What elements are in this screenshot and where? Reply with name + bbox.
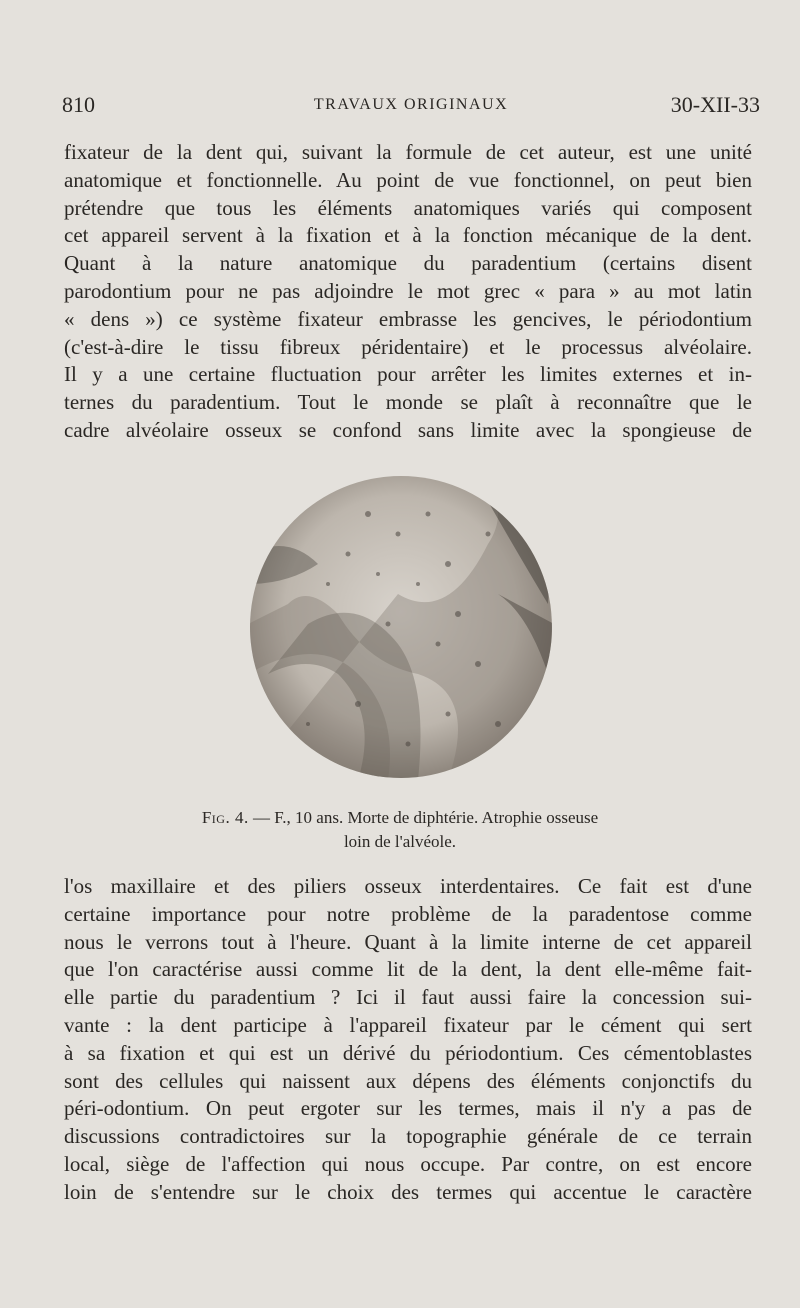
- text-line: anatomique et fonctionnelle. Au point de vue fonctionnel, on peut bien: [64, 167, 752, 192]
- text-line: l'os maxillaire et des piliers osseux interdentaires. Ce fait est d'une: [64, 874, 752, 898]
- text-line: « dens ») ce système fixateur embrasse les gencives, le périodontium: [64, 306, 752, 331]
- page-number: 810: [62, 92, 95, 117]
- text-line: elle partie du paradentium ? Ici il faut aussi faire la concession sui-: [64, 985, 752, 1010]
- figure-label: Fig. 4.: [201, 808, 249, 827]
- text-line: parodontium pour ne pas adjoindre le mot grec « para » au mot latin: [64, 278, 752, 303]
- text-line: à sa fixation et qui est un dérivé du périodontium. Ces cémentoblastes: [64, 1040, 752, 1065]
- caption-line: loin de l'alvéole.: [343, 832, 457, 851]
- text-line: sont des cellules qui naissent aux dépens des éléments conjonctifs du: [64, 1068, 752, 1093]
- text-line: péri-odontium. On peut ergoter sur les termes, mais il n'y a pas de: [64, 1096, 752, 1121]
- caption-line: [120, 806, 680, 830]
- body-text-top: [64, 139, 752, 445]
- running-title: TRAVAUX ORIGINAUX: [313, 96, 509, 113]
- text-line: certaine importance pour notre problème de la paradentose comme: [64, 901, 752, 926]
- text-line: ternes du paradentium. Tout le monde se plaît à reconnaître que le: [64, 390, 752, 415]
- running-head: [62, 92, 760, 122]
- text-line: vante : la dent participe à l'appareil fixateur par le cément qui sert: [64, 1012, 752, 1037]
- text-line: (c'est-à-dire le tissu fibreux péridentaire) et le processus alvéolaire.: [64, 334, 752, 359]
- text-line: local, siège de l'affection qui nous occupe. Par contre, on est encore: [64, 1151, 752, 1176]
- text-line: que l'on caractérise aussi comme lit de la dent, la dent elle-même fait-: [64, 957, 752, 982]
- text-line: Quant à la nature anatomique du paradentium (certains disent: [64, 251, 752, 276]
- text-line: discussions contradictoires sur la topographie générale de ce terrain: [64, 1124, 752, 1149]
- text-line: cadre alvéolaire osseux se confond sans limite avec la spongieuse de: [64, 417, 752, 442]
- text-line: Il y a une certaine fluctuation pour arrêter les limites externes et in-: [64, 362, 752, 387]
- issue-date: 30-XII-33: [670, 92, 760, 117]
- text-line: loin de s'entendre sur le choix des termes qui accentue le caractère: [64, 1179, 752, 1204]
- text-line: fixateur de la dent qui, suivant la formule de cet auteur, est une unité: [64, 140, 752, 164]
- figure-caption: [120, 806, 680, 854]
- text-line: cet appareil servent à la fixation et à la fonction mécanique de la dent.: [64, 223, 752, 248]
- micrograph-figure: [248, 474, 554, 780]
- caption-text: — F., 10 ans. Morte de diphtérie. Atrophie osseuse: [248, 808, 599, 827]
- text-line: nous le verrons tout à l'heure. Quant à la limite interne de cet appareil: [64, 929, 752, 954]
- body-text-bottom: [64, 873, 752, 1207]
- text-line: prétendre que tous les éléments anatomiques variés qui composent: [64, 195, 752, 220]
